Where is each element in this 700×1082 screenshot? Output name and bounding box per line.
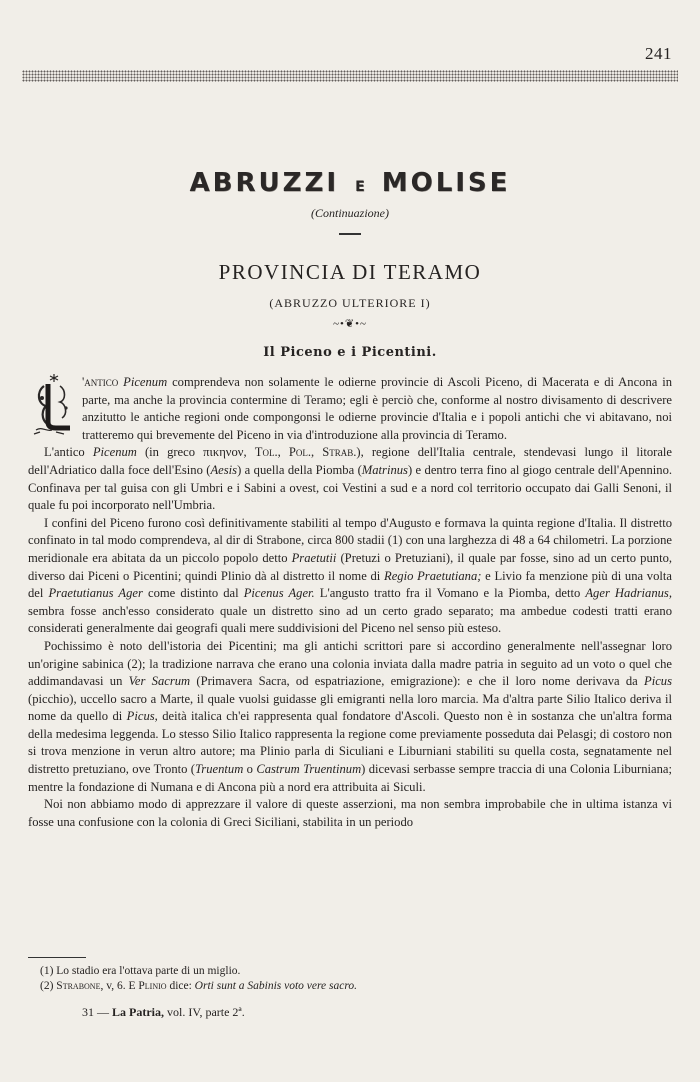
text-run: ) a quella della Piomba ( [237,462,362,477]
text-run: Strabone [56,980,101,992]
text-run: Praetutianus Ager [48,586,143,601]
text-run: Strab. [322,445,357,460]
footnote [40,964,357,979]
paragraph [28,638,672,796]
subtitle: (Continuazione) [311,206,389,220]
province-subtitle: (ABRUZZO ULTERIORE I) [269,296,431,310]
text-run: Plinio [138,980,167,992]
text-run: come distinto dal [142,586,244,601]
text-run: Picenus Ager. [243,586,315,601]
text-run: Picus [644,674,672,689]
signature-journal: La Patria, [112,1005,164,1019]
article-body [28,374,672,831]
paragraph [28,796,672,831]
text-run: deità italica ch'ei rappresenta qual fondatore d'Ascoli. Questo non è in sostanza che un'altra forma della medesima leggenda. Lo stesso Silio Italico rappresenta la regione come previamente posseduta dai Pelasgi; di costoro non si trova menzione in verun altro autore; ma Plinio parla di Siculiani e Liburniani stabiliti su quella costa, segnatamente nel distretto pretuziano, ove Tronto ( [28,709,672,777]
title-dash [339,233,361,235]
text-run: (picchio), uccello sacro a Marte, il quale vuolsi guidasse gli emigranti nella loro marcia. Ma d'altra parte Silio Italico deriva il nome da quello di [28,691,672,724]
section-title-connector: E [355,179,366,195]
text-run: Picenum [123,375,168,389]
text-run: comprendeva non solamente le odierne provincie di Ascoli Piceno, di Macerata e di Ancona in parte, ma anche la provincia contermine di Teramo; egli è perciò che, conforme al nostro divisamento di descrivere anzitutto le antiche regioni onde compongonsi le odierne provincie d'Italia e i popoli antichi che vi abitavano, noi tratteremo qui brevemente del Piceno in via d'introduzione alla provincia di Teramo. [82,375,673,442]
text-run: dice: [166,980,195,992]
paragraph [28,515,672,638]
text-run: Aesis [210,462,238,477]
text-run: Tol. [254,445,278,460]
signature-volume: vol. IV, parte 2ª. [167,1005,245,1019]
section-title-part1: ABRUZZI [189,168,340,198]
text-run: (in greco πικηνον, [136,445,255,460]
text-run: ) dicevasi serbasse sempre traccia di una Colonia Liburniana; mentre la fondazione di Numana e di Ancona più a nord era attribuita ai Siculi. [28,762,673,794]
article-heading: Il Piceno e i Picentini. [263,345,437,360]
footnote [40,979,357,994]
footnote-rule [28,957,86,958]
text-run: , v, 6. E [100,980,139,992]
text-run: L'antico [44,445,93,460]
text-run: (Primavera Sacra, od espatriazione, emigrazione): e che il loro nome derivava da [190,674,645,689]
text-run: e Livio fa menzione più di una volta del [28,568,672,601]
text-run: (2) [40,980,57,992]
signature-number: 31 — [82,1005,109,1019]
text-run: Praetutii [291,550,337,565]
text-run: L'angusto tratto fra il Vomano e la Piomba, detto [314,586,586,601]
province-title: PROVINCIA DI TERAMO [218,260,482,284]
text-run: sembra fosse anch'esso considerato quale un distretto sino ad un certo grado separato; ma ambedue codesti tratti erano considerati generalmente dai geografi quali mere suddivisioni del Piceno nel senso più esteso. [28,603,672,636]
ornament: ~•❦•~ [333,318,367,330]
text-run: Picus, [126,709,158,724]
text-run: Noi non abbiamo modo di apprezzare il valore di queste asserzioni, ma non sembra improbabile che in ultima istanza vi fosse una confusione con la colonia di Greci Siciliani, stabilita in un periodo [28,797,672,829]
text-run: Castrum Truentinum [256,762,362,777]
text-run: o [243,762,257,777]
text-run: (Pretuzi o Pretuziani), il quale par fosse, sino ad un certo punto, diverso dai Piceni o Picentini; quindi Plinio dà al distretto il nome di [28,550,673,583]
text-run: (1) Lo stadio era l'ottava parte di un miglio. [40,965,241,977]
text-run: Ager Hadrianus, [585,586,672,601]
text-run: I confini del Piceno furono così definitivamente stabiliti al tempo d'Augusto e formava la quinta regione d'Italia. Il distretto confinato in tal modo comprendeva, al dir di Strabone, circa 800 stadii (1) con una larghezza di 48 a 64 chilometri. La porzione meridionale era abitata da un piccolo popolo detto [28,515,672,565]
text-run: ), regione dell'Italia centrale, stendevasi lungo il litorale dell'Adriatico dalla foce dell'Esino ( [28,445,672,477]
paragraph [28,374,672,444]
text-run: , [277,445,289,460]
text-run: , [311,445,323,460]
text-run: Ver Sacrum [128,674,191,689]
text-run: Picenum [92,445,137,460]
text-run: Truentum [195,762,244,777]
journal-signature [82,1005,245,1020]
text-run: Orti sunt a Sabinis voto vere sacro. [194,980,358,992]
section-title [0,168,700,198]
header-rule [22,70,678,82]
text-run: Pochissimo è noto dell'istoria dei Picentini; ma gli antichi scrittori pare si accordino generalmente nell'assegnar loro un'origine sabinica (2); la tradizione narrava che erano una colonia inviata dalla madre patria in seguito ad un voto o quel che addimandavasi un [28,638,672,689]
text-run: 'antico [82,375,119,389]
footnotes [40,964,357,994]
text-run: Matrinus [361,462,408,477]
text-run: Pol. [288,445,311,460]
text-run: ) e dentro terra fino al giogo centrale dell'Apennino. Confinava per tal guisa con gli Umbri e i Sabini a ovest, coi Vestini a sud e a nord col territorio occupato dai Galli Senoni, il quale fu poi incorporato nell'Umbria. [28,462,673,513]
text-run: Regio Praetutiana; [384,568,482,583]
page-number: 241 [645,44,672,63]
section-title-part2: MOLISE [381,168,511,198]
paragraph [28,444,672,514]
